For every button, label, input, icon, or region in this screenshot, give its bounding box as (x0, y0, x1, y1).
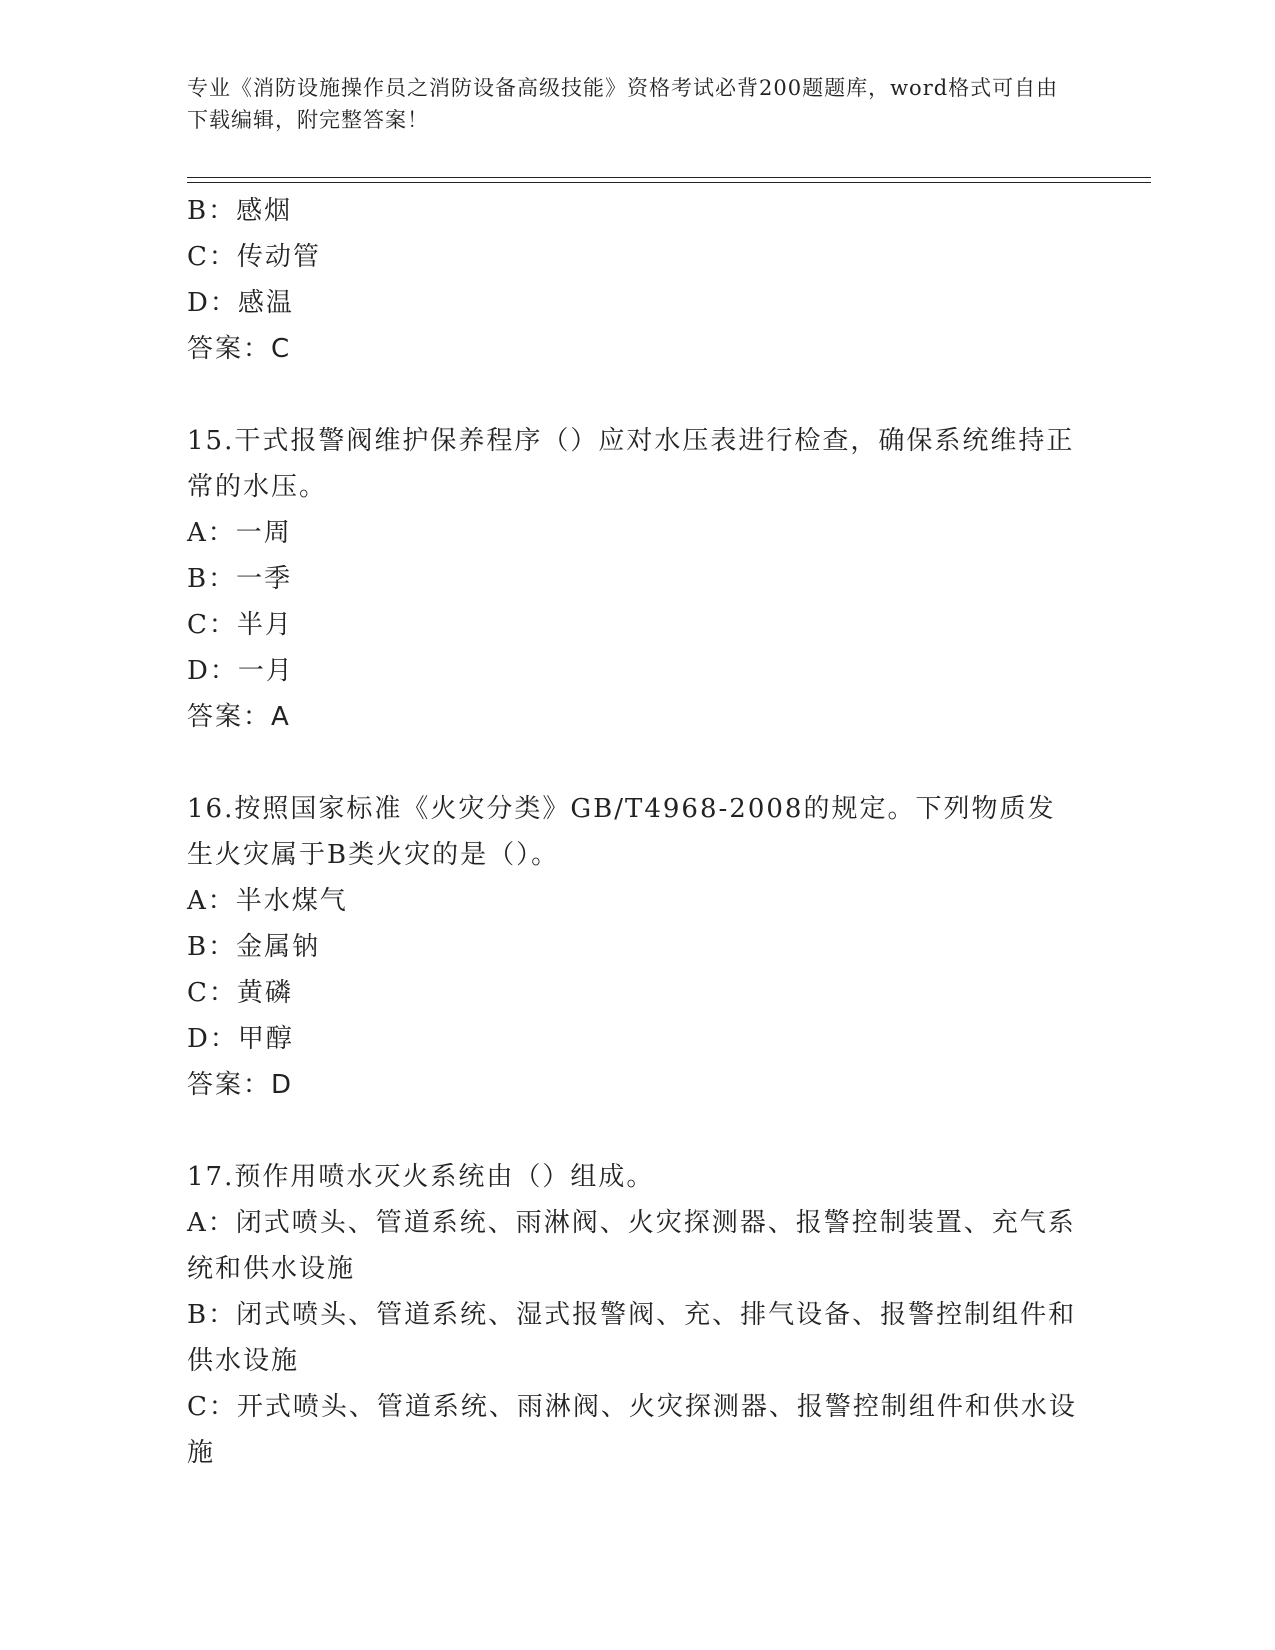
option-a: A：闭式喷头、管道系统、雨淋阀、火灾探测器、报警控制装置、充气系统和供水设施 (187, 1208, 1076, 1284)
option-c: C：黄磷 (187, 978, 293, 1008)
option-c: C：开式喷头、管道系统、雨淋阀、火灾探测器、报警控制组件和供水设施 (187, 1392, 1077, 1468)
question-stem: 15.干式报警阀维护保养程序（）应对水压表进行检查，确保系统维持正常的水压。 (187, 426, 1075, 502)
option-b: B：一季 (187, 564, 293, 594)
question-stem: 17.预作用喷水灭火系统由（）组成。 (187, 1162, 655, 1192)
header-divider-top (187, 177, 1151, 178)
option-c: C：半月 (187, 610, 293, 640)
option-b: B：闭式喷头、管道系统、湿式报警阀、充、排气设备、报警控制组件和供水设施 (187, 1300, 1077, 1376)
answer-line: 答案：D (187, 1070, 294, 1100)
option-d: D：甲醇 (187, 1024, 294, 1054)
question-block-16 (187, 786, 1077, 1108)
option-c: C：传动管 (187, 242, 321, 272)
option-d: D：感温 (187, 288, 294, 318)
option-d: D：一月 (187, 656, 294, 686)
question-block-14-continued (187, 188, 1077, 372)
question-block-15 (187, 418, 1077, 740)
header-divider-bottom (187, 182, 1151, 183)
answer-line: 答案：A (187, 702, 291, 732)
answer-line: 答案：C (187, 334, 292, 364)
option-b: B：金属钠 (187, 932, 321, 962)
question-block-17 (187, 1154, 1077, 1476)
option-b: B：感烟 (187, 196, 293, 226)
option-a: A：一周 (187, 518, 292, 548)
page-header-title: 专业《消防设施操作员之消防设备高级技能》资格考试必背200题题库，word格式可自由下载编辑，附完整答案！ (187, 76, 1059, 132)
question-stem: 16.按照国家标准《火灾分类》GB/T4968-2008的规定。下列物质发生火灾属于B类火灾的是（）。 (187, 794, 1056, 870)
option-a: A：半水煤气 (187, 886, 348, 916)
page-content (187, 188, 1077, 1476)
